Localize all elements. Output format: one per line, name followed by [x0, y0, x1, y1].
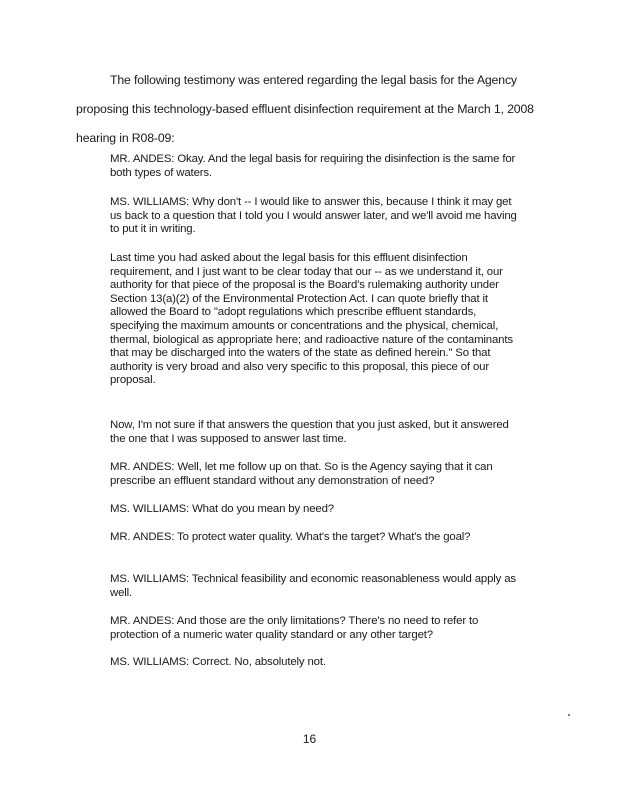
testimony-paragraph-andes-3: MR. ANDES: To protect water quality. What's the target? What's the goal? — [110, 531, 471, 543]
testimony-paragraph-williams-2: Last time you had asked about the legal basis for this effluent disinfection requirement, and I just want to be clear today that our -- as we understand it, our authority for that piece of the proposal is the Board's rulemaking authority under Section 13(a)(2) of the Environmental Protection Act. I can quote briefly that it allowed the Board to "adopt regulations which prescribe effluent standards, specifying the maximum amounts or concentrations and the physical, chemical, thermal, biological as appropriate here; and radioactive nature of the contaminants that may be discharged into the waters of the state as defined herein." So that authority is very broad and also very specific to this proposal, this piece of our proposal. — [110, 252, 513, 387]
testimony-paragraph-williams-6: MS. WILLIAMS: Correct. No, absolutely not. — [110, 656, 326, 668]
intro-paragraph — [76, 66, 548, 153]
testimony-paragraph-williams-1: MS. WILLIAMS: Why don't -- I would like to answer this, because I think it may get us back to a question that I told you I would answer later, and we'll avoid me having to put it in writing. — [110, 196, 517, 236]
testimony-paragraph-andes-4: MR. ANDES: And those are the only limitations? There's no need to refer to protection of a numeric water quality standard or any other target? — [110, 615, 479, 641]
testimony-paragraph-andes-1: MR. ANDES: Okay. And the legal basis for requiring the disinfection is the same for both types of waters. — [110, 153, 516, 179]
page-number: 16 — [302, 732, 317, 746]
testimony-paragraph-williams-3: Now, I'm not sure if that answers the question that you just asked, but it answered the one that I was supposed to answer last time. — [110, 419, 509, 445]
scan-speck — [568, 714, 570, 716]
testimony-paragraph-williams-4: MS. WILLIAMS: What do you mean by need? — [110, 503, 334, 515]
intro-text: The following testimony was entered regarding the legal basis for the Agency proposing this technology-based effluent disinfection requirement at the March 1, 2008 hearing in R08-09: — [76, 73, 534, 145]
testimony-paragraph-andes-2: MR. ANDES: Well, let me follow up on that. So is the Agency saying that it can prescribe an effluent standard without any demonstration of need? — [110, 461, 493, 487]
testimony-paragraph-williams-5: MS. WILLIAMS: Technical feasibility and economic reasonableness would apply as well. — [110, 573, 516, 599]
